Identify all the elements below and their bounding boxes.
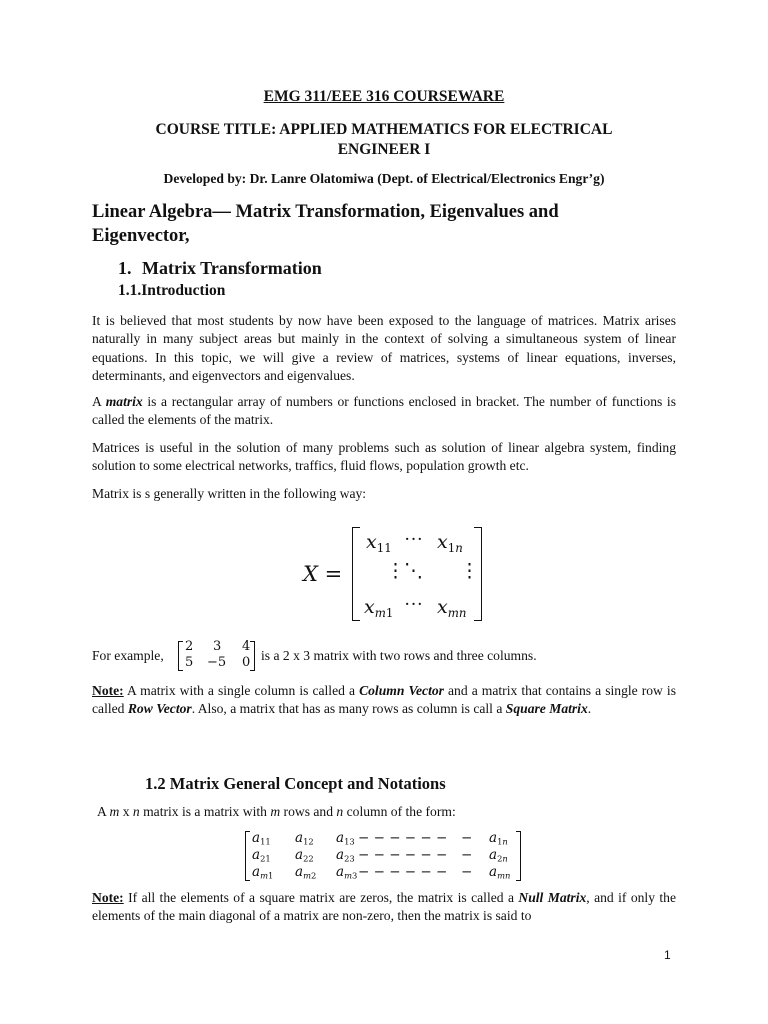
text-fragment: and a matrix that contains a single row is called: [92, 683, 676, 717]
section-1-heading: [118, 258, 322, 279]
note-label: Note:: [92, 890, 124, 905]
text-fragment: If all the elements of a square matrix are zeros, the matrix is called a: [123, 890, 519, 905]
text-fragment: column of the form:: [343, 804, 456, 819]
note-label: Note:: [92, 683, 124, 698]
text-fragment: A matrix with a single column is called a: [123, 683, 360, 698]
example-r1c1: 2: [185, 639, 194, 654]
term-matrix: matrix: [105, 394, 143, 409]
text-fragment: x: [119, 804, 133, 819]
matrix-x-lhs: X =: [303, 562, 343, 586]
element-a12: $a_{12}$: [295, 830, 314, 847]
example-suffix: is a 2 x 3 matrix with two rows and three columns.: [261, 648, 537, 663]
text-fragment: is a rectangular array of numbers or functions enclosed in bracket. The number of functions is called the elements of the matrix.: [92, 394, 676, 428]
text-fragment: .: [587, 701, 592, 717]
element-am2: $a_{m2}$: [295, 864, 317, 881]
example-line: [92, 638, 682, 674]
note-vectors-paragraph: [92, 682, 676, 719]
matrix-general-form: [245, 828, 525, 882]
dashes-row1: − − − − − −: [358, 830, 448, 846]
example-r2c2: −5: [207, 655, 227, 670]
example-left-bracket: [178, 641, 183, 671]
d-dots: ⋱: [404, 561, 423, 582]
main-title: [92, 200, 692, 248]
h-dots-top: ···: [404, 529, 423, 550]
v-dots-left: ⋮: [386, 561, 405, 582]
dashes-row2: − − − − − −: [358, 847, 448, 863]
section-1-2-heading: 1.2 Matrix General Concept and Notations: [145, 774, 446, 793]
text-fragment: . Also, a matrix that has as many rows as column is call a: [191, 701, 506, 717]
example-right-bracket: [250, 641, 255, 671]
element-xmn: $x_{mn}$: [437, 596, 467, 620]
matrix-definition-paragraph: [92, 393, 676, 430]
usefulness-paragraph: Matrices is useful in the solution of many problems such as solution of linear algebra system, finding solution to some electrical networks, traffics, fluid flows, population growth etc.: [92, 440, 676, 474]
element-a1n: $a_{1n}$: [489, 830, 508, 847]
element-a22: $a_{22}$: [295, 847, 314, 864]
element-x11: $x_{11}$: [366, 531, 392, 555]
example-r2c1: 5: [185, 655, 194, 670]
course-code-heading: [0, 88, 768, 106]
text-fragment: rows and: [280, 804, 337, 819]
section-1-2-description: [97, 804, 456, 820]
dash-row2: −: [461, 847, 473, 863]
example-r2c3: 0: [242, 655, 251, 670]
general-form-paragraph: Matrix is s generally written in the following way:: [92, 486, 367, 501]
page-number: 1: [664, 948, 671, 962]
element-a13: $a_{13}$: [336, 830, 355, 847]
element-a21: $a_{21}$: [252, 847, 271, 864]
main-title-line2: Eigenvector,: [92, 226, 190, 246]
matrix-x-equation: [300, 522, 500, 626]
text-fragment: n: [132, 804, 140, 819]
element-a23: $a_{23}$: [336, 847, 355, 864]
element-x1n: $x_{1n}$: [437, 531, 463, 555]
h-dots-bottom: ···: [404, 594, 423, 615]
course-title-line1: COURSE TITLE: APPLIED MATHEMATICS FOR ELECTRICAL: [155, 121, 613, 138]
course-code-text: EMG 311/EEE 316 COURSEWARE: [263, 88, 505, 105]
section-title: Matrix Transformation: [142, 258, 322, 278]
text-fragment: m: [270, 804, 281, 819]
text-fragment: A: [97, 804, 110, 819]
text-fragment: , and if only the elements of the main diagonal of a matrix are non-zero, then the matrix is said to: [92, 890, 677, 924]
text-fragment: n: [336, 804, 344, 819]
text-fragment: A: [92, 394, 106, 409]
matrix-a-left-bracket: [245, 831, 250, 881]
element-am3: $a_{m3}$: [336, 864, 358, 881]
element-a2n: $a_{2n}$: [489, 847, 508, 864]
element-amn: $a_{mn}$: [489, 864, 511, 881]
left-bracket: [352, 527, 360, 621]
term-column-vector: Column Vector: [359, 683, 444, 698]
term-null-matrix: Null Matrix: [518, 890, 587, 905]
example-r1c3: 4: [242, 639, 251, 654]
element-a11: $a_{11}$: [252, 830, 271, 847]
term-row-vector: Row Vector: [127, 701, 192, 717]
dashes-row3: − − − − − −: [358, 864, 448, 880]
intro-paragraph: It is believed that most students by now have been exposed to the language of matrices. Matrix arises naturally in many subject areas but mainly in the context of solving a simultaneous system of linear equations. In this topic, we will give a review of matrices, systems of linear equations, inverses, determinants, and eigenvectors and eigenvalues.: [92, 313, 676, 383]
example-prefix: For example,: [92, 648, 164, 663]
text-fragment: matrix is a matrix with: [139, 804, 271, 819]
main-title-line1: Linear Algebra— Matrix Transformation, Eigenvalues and: [92, 202, 559, 222]
matrix-a-right-bracket: [516, 831, 521, 881]
dash-row3: −: [461, 864, 473, 880]
text-fragment: m: [109, 804, 120, 819]
element-xm1: $x_{m1}$: [364, 596, 394, 620]
element-am1: $a_{m1}$: [252, 864, 274, 881]
example-r1c2: 3: [213, 639, 222, 654]
subsection-heading: 1.1.Introduction: [118, 282, 226, 299]
course-title-line2: ENGINEER I: [337, 141, 431, 158]
note-null-matrix-paragraph: [92, 889, 676, 926]
developed-by: Developed by: Dr. Lanre Olatomiwa (Dept. of Electrical/Electronics Engr’g): [163, 171, 605, 186]
v-dots-right: ⋮: [460, 561, 479, 582]
dash-row1: −: [461, 830, 473, 846]
course-title: [80, 120, 688, 160]
term-square-matrix: Square Matrix: [505, 701, 588, 717]
section-number: 1.: [118, 258, 132, 278]
